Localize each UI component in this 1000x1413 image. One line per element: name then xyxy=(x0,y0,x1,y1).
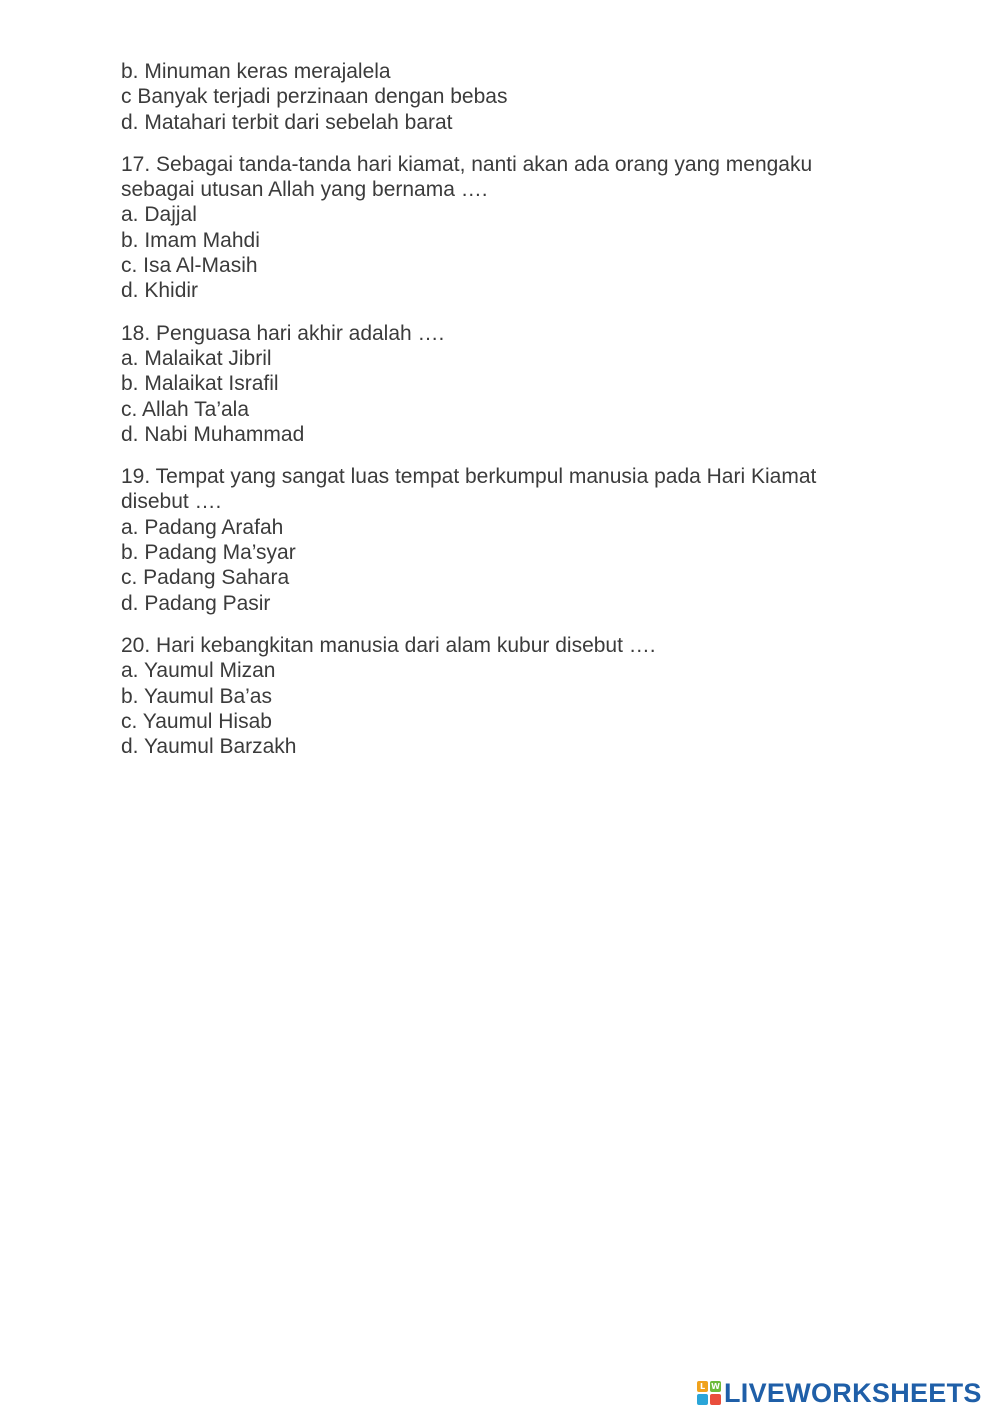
worksheet-content xyxy=(121,59,881,759)
logo-square xyxy=(710,1394,721,1405)
option-text: b. Padang Ma’syar xyxy=(121,541,296,565)
question-20 xyxy=(121,633,881,759)
liveworksheets-logo xyxy=(697,1378,982,1408)
liveworksheets-icon xyxy=(697,1381,721,1405)
option-text: b. Imam Mahdi xyxy=(121,228,260,252)
question-17 xyxy=(121,152,881,304)
logo-square: L xyxy=(697,1381,708,1392)
option-text: c. Allah Ta’ala xyxy=(121,397,250,421)
option-text: d. Matahari terbit dari sebelah barat xyxy=(121,110,453,134)
question-text: 20. Hari kebangkitan manusia dari alam kubur disebut …. xyxy=(121,633,656,657)
option-text: c. Yaumul Hisab xyxy=(121,709,272,733)
question-19 xyxy=(121,464,881,616)
question-text: 17. Sebagai tanda-tanda hari kiamat, nanti akan ada orang yang mengaku sebagai utusan Allah yang bernama …. xyxy=(121,152,813,202)
option-text: c. Padang Sahara xyxy=(121,566,290,590)
logo-square: W xyxy=(711,1382,720,1391)
option-text: a. Dajjal xyxy=(121,203,197,227)
option-text: a. Malaikat Jibril xyxy=(121,346,272,370)
option-text: b. Minuman keras merajalela xyxy=(121,60,391,83)
option-text: d. Yaumul Barzakh xyxy=(121,735,297,759)
option-text: a. Padang Arafah xyxy=(121,515,284,539)
option-text: d. Nabi Muhammad xyxy=(121,422,305,446)
option-text: b. Malaikat Israfil xyxy=(121,372,279,396)
question-text: 19. Tempat yang sangat luas tempat berkumpul manusia pada Hari Kiamat disebut …. xyxy=(121,465,817,514)
question-18 xyxy=(121,321,881,447)
option-text: c Banyak terjadi perzinaan dengan bebas xyxy=(121,85,508,109)
option-text: d. Khidir xyxy=(121,279,199,303)
option-text: a. Yaumul Mizan xyxy=(121,659,276,683)
option-text: d. Padang Pasir xyxy=(121,591,271,615)
option-text: c. Isa Al-Masih xyxy=(121,254,258,278)
logo-square xyxy=(697,1394,708,1405)
brand-name: LIVEWORKSHEETS xyxy=(724,1377,982,1408)
question-text: 18. Penguasa hari akhir adalah …. xyxy=(121,321,445,345)
option-text: b. Yaumul Ba’as xyxy=(121,684,272,708)
continued-options xyxy=(121,59,881,135)
